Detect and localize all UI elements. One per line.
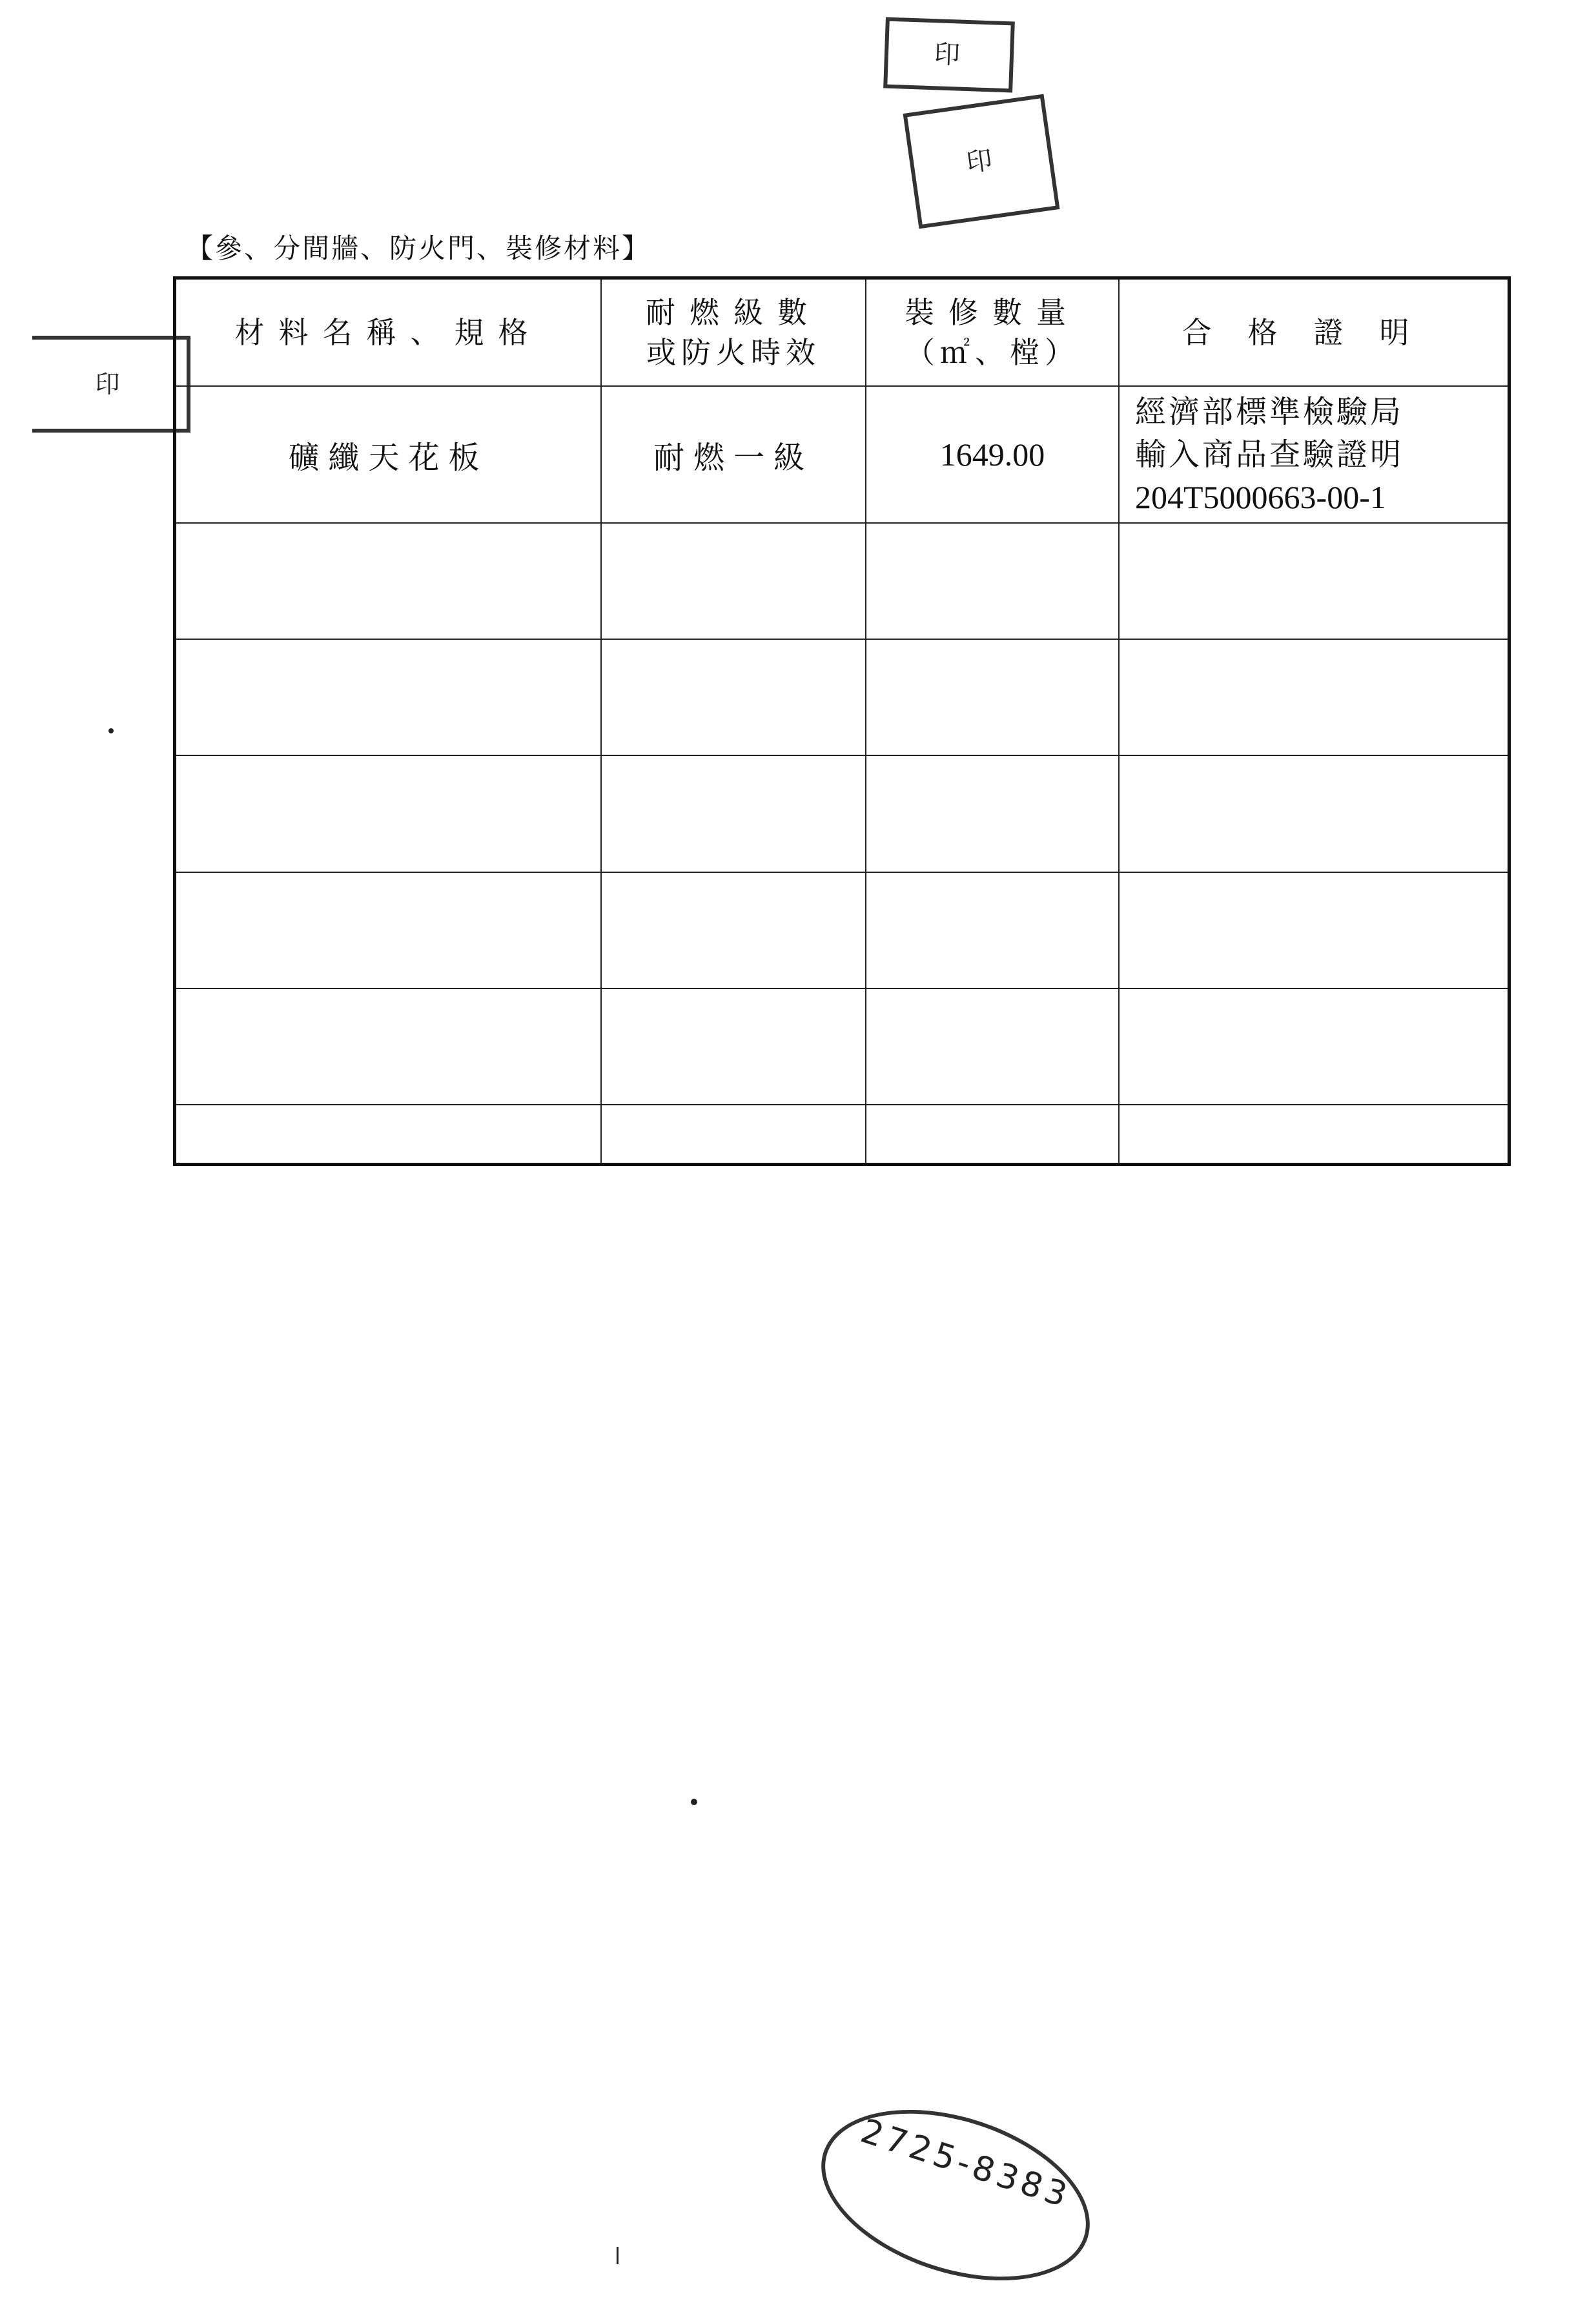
header-quantity: [866, 280, 1119, 386]
empty-cell: [176, 988, 601, 1105]
empty-cell: [601, 872, 866, 988]
empty-cell: [866, 523, 1119, 639]
cell-quantity: 1649.00: [866, 386, 1119, 523]
seal-stamp-bottom: [799, 2078, 1111, 2311]
cell-certificate: [1119, 386, 1508, 523]
page-edge-mark: [617, 2247, 619, 2264]
table-row-empty: [176, 988, 1508, 1105]
seal-stamp-top-second: [903, 94, 1060, 229]
cell-certificate-line1: 經濟部標準檢驗局: [1135, 394, 1404, 430]
table-row-empty: [176, 523, 1508, 639]
header-fire-rating-line1: 耐燃級數: [646, 295, 821, 330]
header-fire-rating: [601, 280, 866, 386]
header-quantity-line1: 裝修數量: [905, 295, 1080, 330]
empty-cell: [1119, 639, 1508, 755]
seal-stamp-left-text: 印: [95, 370, 124, 398]
table-header-row: [176, 280, 1508, 386]
table-row-empty: [176, 1105, 1508, 1163]
empty-cell: [601, 639, 866, 755]
empty-cell: [601, 1105, 866, 1163]
seal-stamp-top-second-text: 印: [965, 145, 998, 178]
empty-cell: [176, 755, 601, 872]
cell-fire-rating: 耐燃一級: [601, 386, 866, 523]
table-row: [176, 386, 1508, 523]
materials-table-frame: [173, 276, 1511, 1166]
empty-cell: [866, 872, 1119, 988]
empty-cell: [1119, 1105, 1508, 1163]
empty-cell: [866, 988, 1119, 1105]
seal-stamp-top-text: 印: [934, 39, 965, 70]
cell-certificate-line2: 輸入商品查驗證明: [1135, 436, 1404, 473]
empty-cell: [1119, 872, 1508, 988]
header-material: 材料名稱、規格: [176, 280, 601, 386]
empty-cell: [601, 755, 866, 872]
empty-cell: [176, 639, 601, 755]
cell-material: 礦纖天花板: [176, 386, 601, 523]
materials-table: [176, 280, 1508, 1163]
empty-cell: [176, 1105, 601, 1163]
empty-cell: [866, 639, 1119, 755]
section-title: 【參、分間牆、防火門、裝修材料】: [186, 232, 651, 264]
empty-cell: [866, 755, 1119, 872]
scan-speck: [108, 728, 114, 733]
seal-stamp-left: [32, 336, 190, 433]
header-certificate: 合格證明: [1119, 280, 1508, 386]
empty-cell: [1119, 988, 1508, 1105]
empty-cell: [176, 523, 601, 639]
empty-cell: [1119, 755, 1508, 872]
seal-stamp-top: [883, 17, 1015, 93]
empty-cell: [866, 1105, 1119, 1163]
cell-certificate-line3: 204T5000663-00-1: [1135, 479, 1386, 515]
table-row-empty: [176, 872, 1508, 988]
table-row-empty: [176, 755, 1508, 872]
seal-stamp-bottom-text: 2725-8383: [856, 2111, 1076, 2216]
table-row-empty: [176, 639, 1508, 755]
empty-cell: [601, 523, 866, 639]
empty-cell: [176, 872, 601, 988]
empty-cell: [1119, 523, 1508, 639]
header-fire-rating-line2: 或防火時效: [646, 335, 821, 370]
scan-speck: [691, 1799, 697, 1805]
header-quantity-line2: （㎡、樘）: [905, 335, 1079, 370]
empty-cell: [601, 988, 866, 1105]
